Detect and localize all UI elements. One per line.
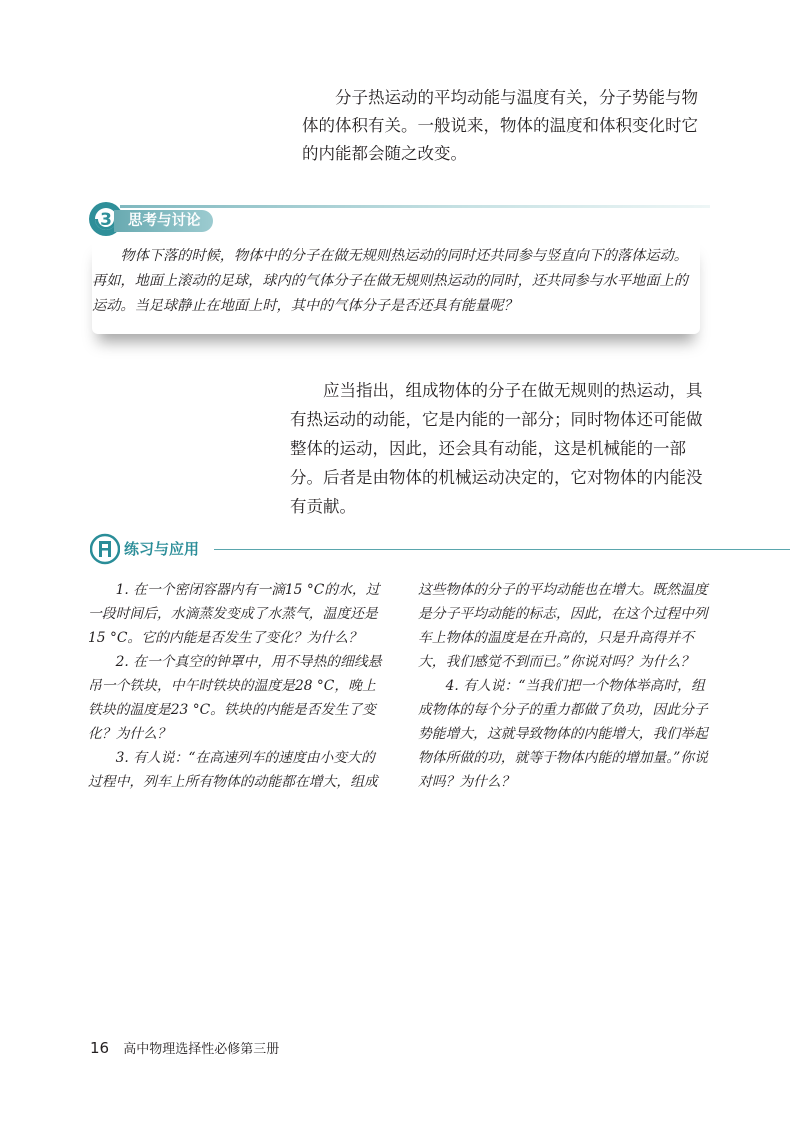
think-header-rule: [120, 205, 710, 208]
page-number: 16: [90, 1039, 110, 1057]
exercise-item-1: 1. 在一个密闭容器内有一滴15 °C的水，过一段时间后，水滴蒸发变成了水蒸气，温度还是15 °C。它的内能是否发生了变化？为什么？: [88, 582, 380, 646]
exercise-column-left: [88, 578, 384, 794]
page-footer: [90, 1038, 279, 1060]
exercise-item-3: 3. 有人说：“在高速列车的速度由小变大的过程中，列车上所有物体的动能都在增大，组成: [88, 750, 378, 790]
book-title: 高中物理选择性必修第三册: [123, 1042, 280, 1057]
think-icon-glyph: 3: [100, 210, 112, 230]
exercise-title: 练习与应用: [124, 540, 200, 558]
exercise-item-3-continued: 这些物体的分子的平均动能也在增大。既然温度是分子平均动能的标志，因此，在这个过程中列车上物体的温度是在升高的，只是升高得并不大，我们感觉不到而已。”你说对吗？为什么？: [418, 582, 708, 670]
intro-paragraph: 分子热运动的平均动能与温度有关，分子势能与物体的体积有关。一般说来，物体的温度和体积变化时它的内能都会随之改变。: [302, 88, 698, 163]
think-discuss-text: 物体下落的时候，物体中的分子在做无规则热运动的同时还共同参与竖直向下的落体运动。再如，地面上滚动的足球，球内的气体分子在做无规则热运动的同时，还共同参与水平地面上的运动。当足球静止在地面上时，其中的气体分子是否还具有能量呢？: [92, 248, 688, 314]
think-discuss-title: 思考与讨论: [114, 210, 213, 232]
exercise-item-4: 4. 有人说：“当我们把一个物体举高时，组成物体的每个分子的重力都做了负功，因此分子势能增大，这就导致物体的内能增大，我们举起物体所做的功，就等于物体内能的增加量。”你说对吗？为什么？: [418, 678, 708, 790]
exercise-icon: [90, 533, 120, 565]
main-paragraph: 应当指出，组成物体的分子在做无规则的热运动，具有热运动的动能，它是内能的一部分；同时物体还可能做整体的运动，因此，还会具有动能，这是机械能的一部分。后者是由物体的机械运动决定的，它对物体的内能没有贡献。: [290, 381, 703, 516]
exercise-item-2: 2. 在一个真空的钟罩中，用不导热的细线悬吊一个铁块，中午时铁块的温度是28 °C，晚上铁块的温度是23 °C。铁块的内能是否发生了变化？为什么？: [88, 654, 382, 742]
exercise-header-rule: [214, 549, 790, 550]
exercise-column-right: [418, 578, 714, 794]
